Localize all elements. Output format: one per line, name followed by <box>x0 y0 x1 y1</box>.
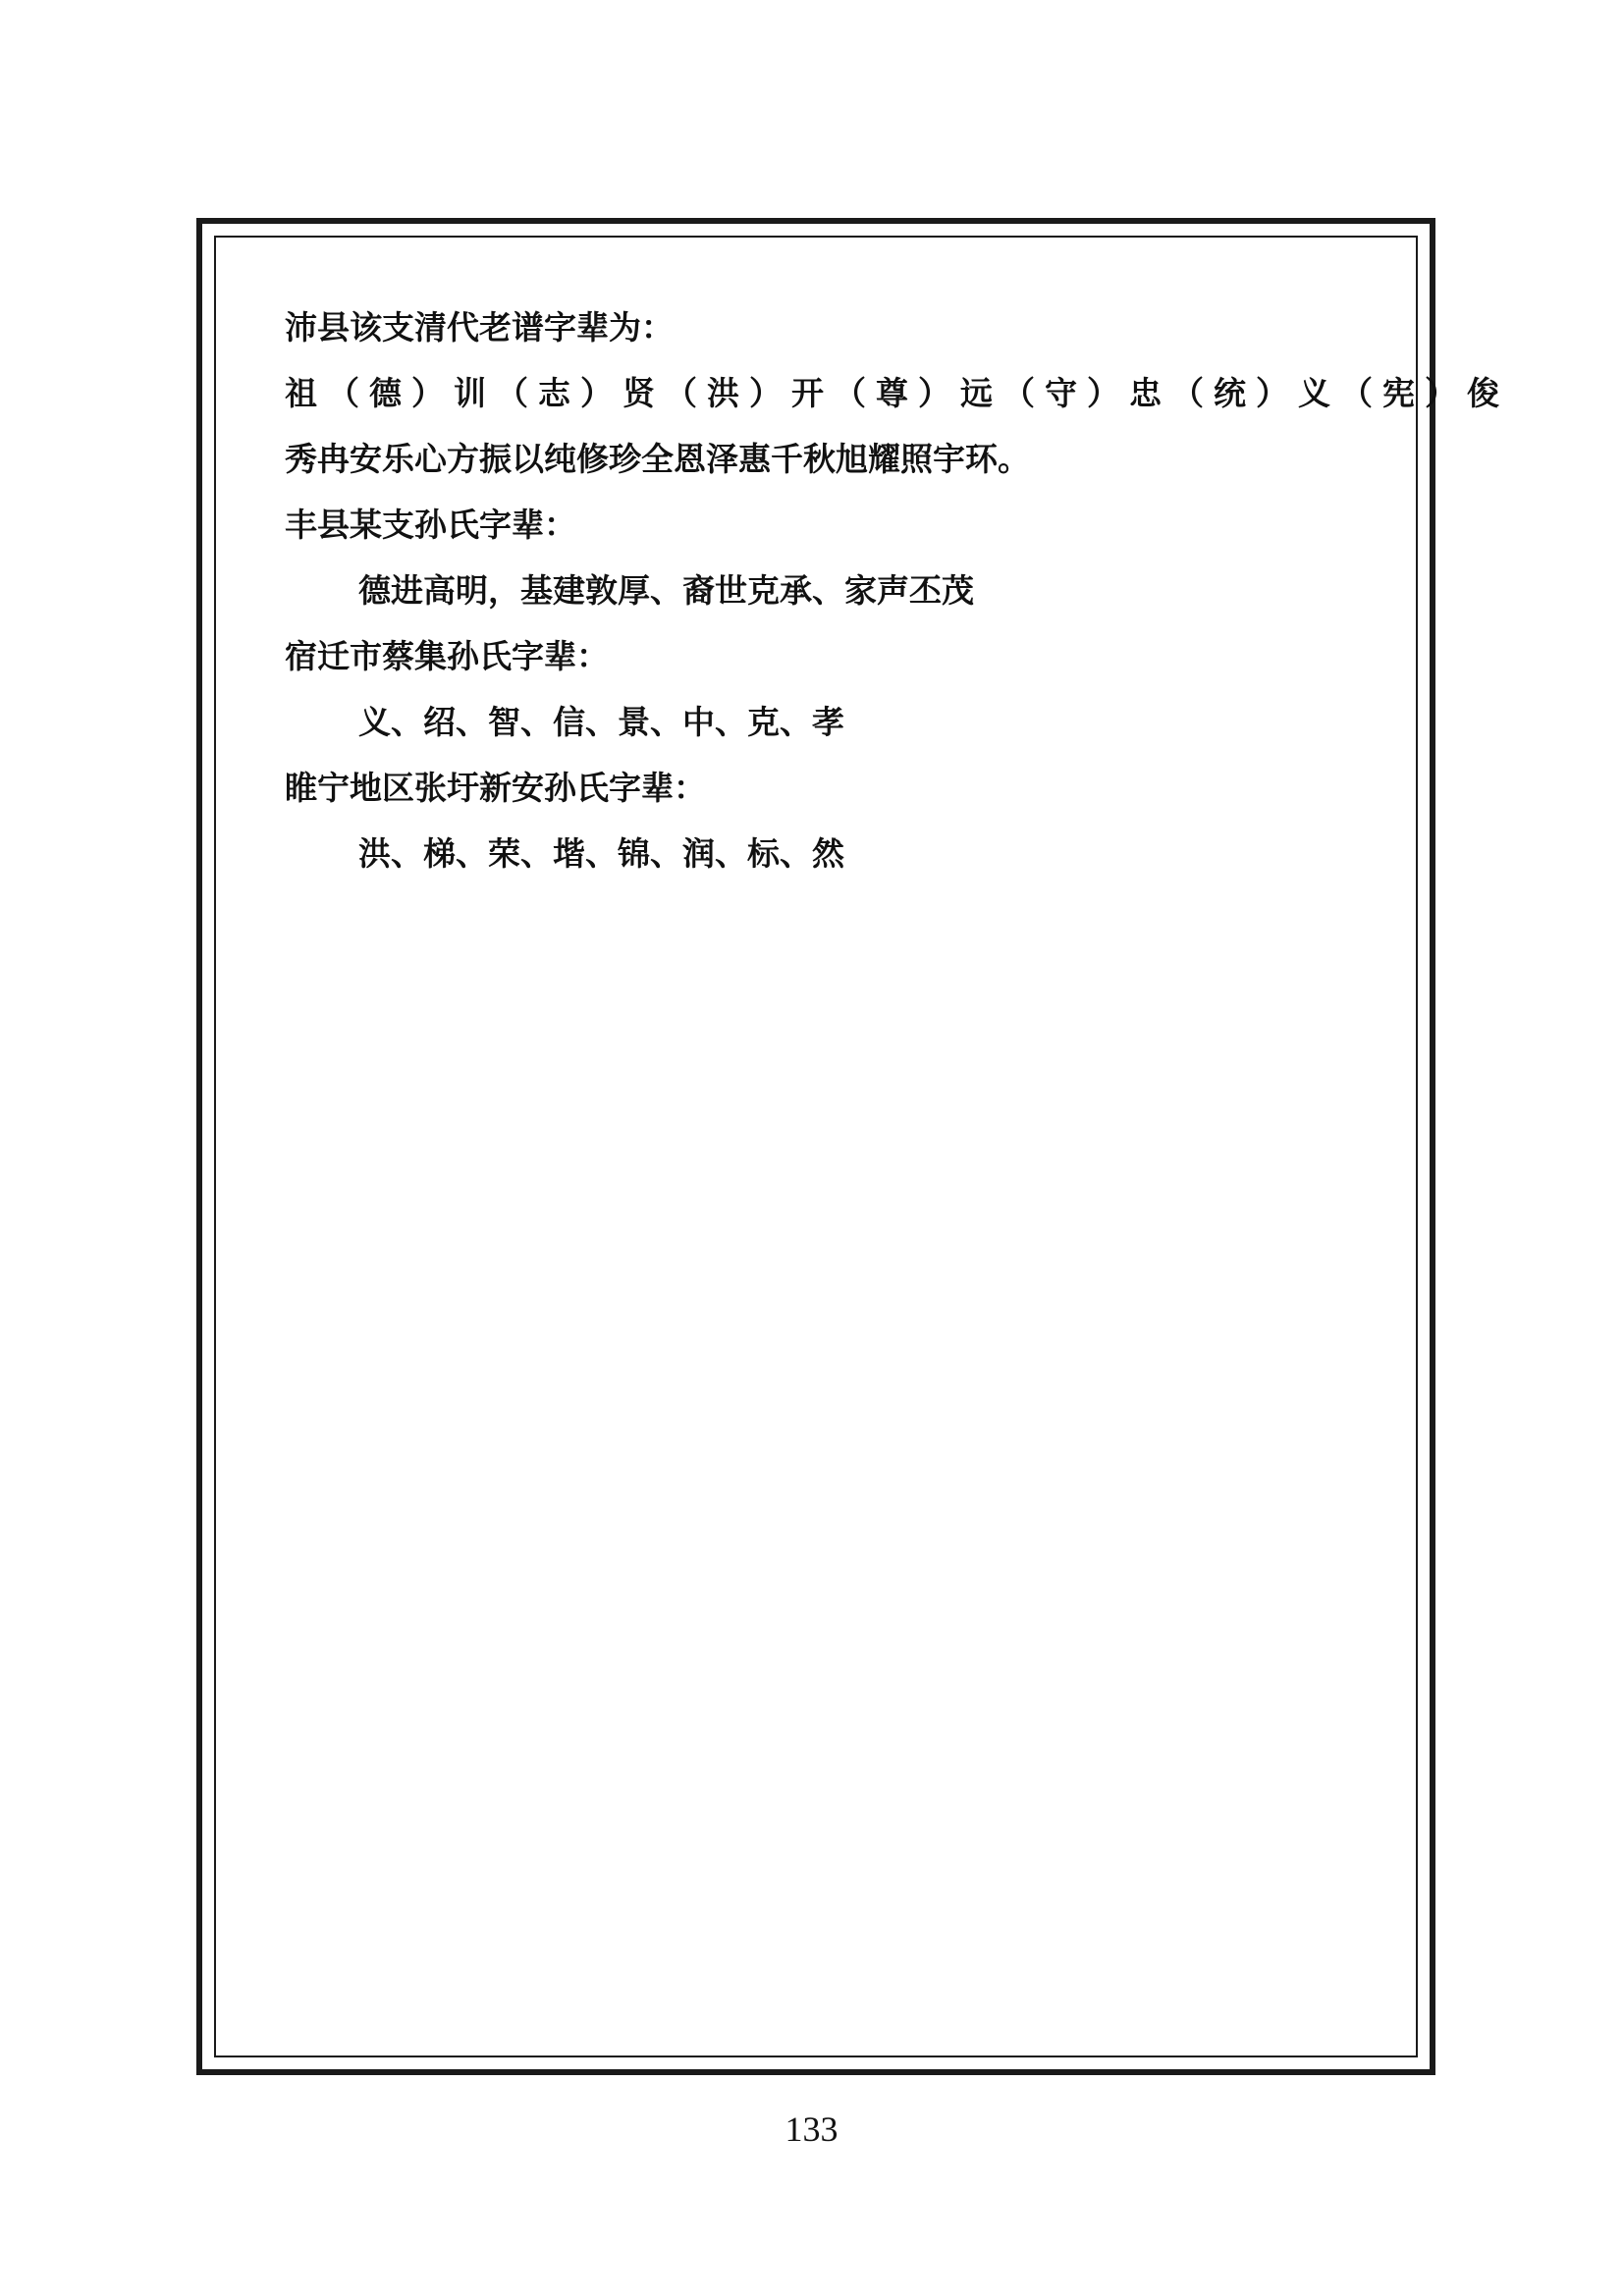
page-number: 133 <box>784 2109 839 2149</box>
generation-list-suining: 洪、梯、荣、堦、锦、润、标、然 <box>358 834 844 873</box>
page-body <box>285 294 1509 886</box>
heading-peixian: 沛县该支清代老谱字辈为： <box>285 308 674 347</box>
generation-list-fengxian: 德进高明，基建敦厚、裔世克承、家声丕茂 <box>358 571 974 610</box>
generation-list-suqian: 义、绍、智、信、景、中、克、孝 <box>358 703 844 741</box>
generation-list-peixian-line-2: 秀冉安乐心方振以纯修珍全恩泽惠千秋旭耀照宇环。 <box>285 440 1030 478</box>
heading-suqian: 宿迁市蔡集孙氏字辈： <box>285 637 609 675</box>
heading-fengxian: 丰县某支孙氏字辈： <box>285 506 576 544</box>
generation-list-peixian-line-1: 祖（德）训（志）贤（洪）开（尊）远（守）忠（统）义（宪）俊 <box>285 374 1509 412</box>
heading-suining: 睢宁地区张圩新安孙氏字辈： <box>285 769 706 807</box>
